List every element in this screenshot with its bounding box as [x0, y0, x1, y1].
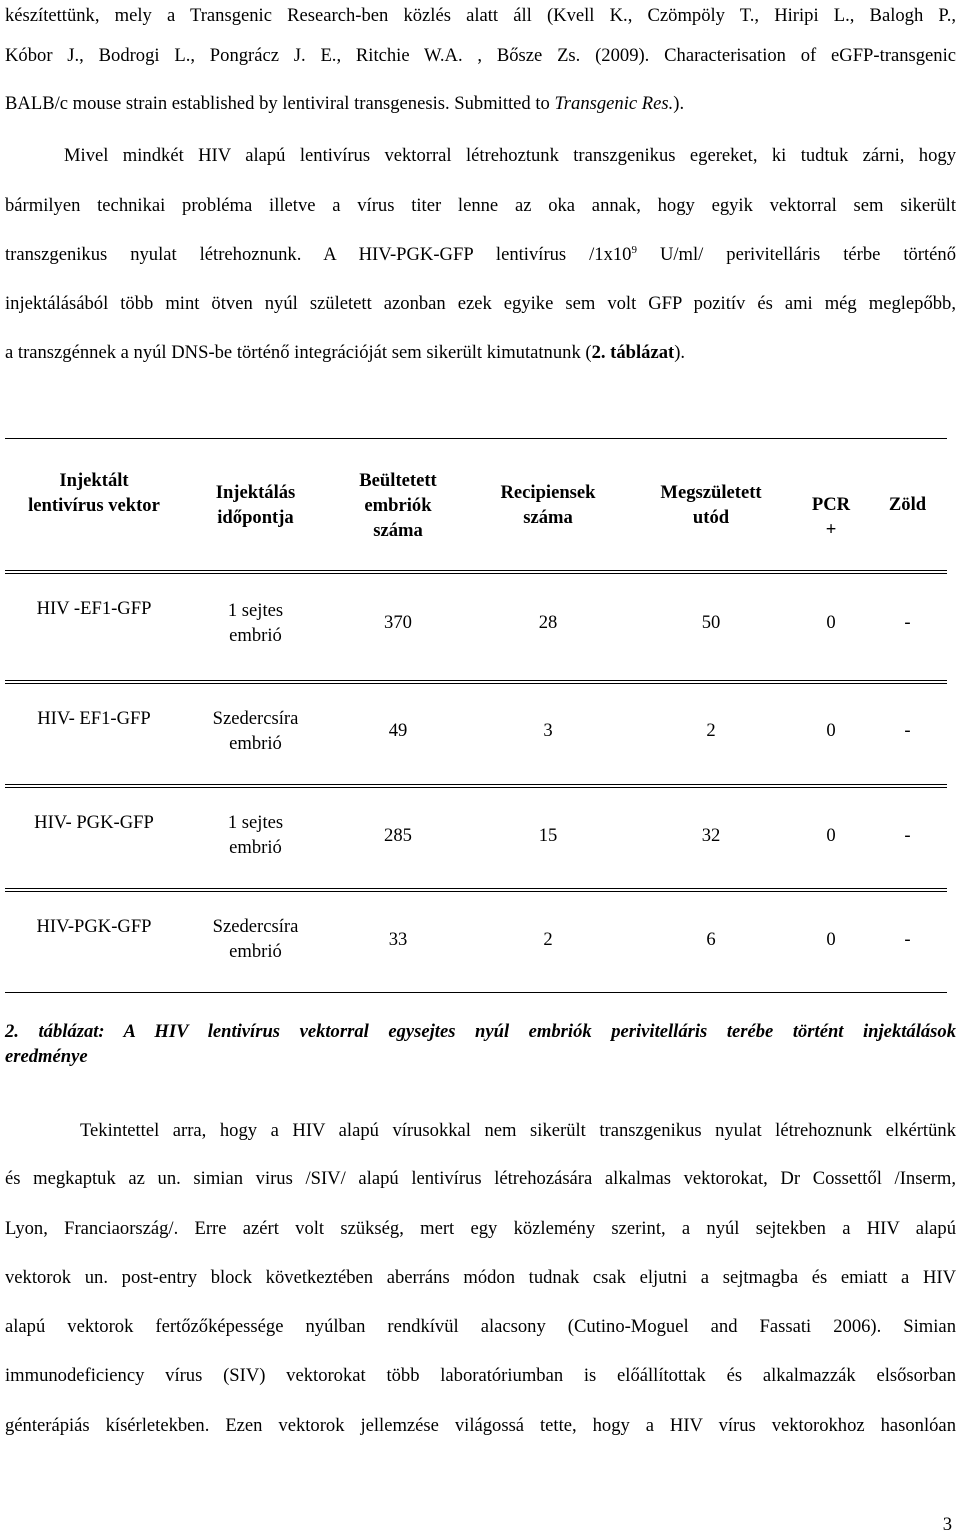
para1-line-3	[5, 243, 956, 267]
header-implanted-l3: száma	[373, 520, 423, 541]
row3-recipients: 15	[538, 825, 558, 846]
para2-line-5: alapú vektorok fertőzőképessége nyúlban rendkívül alacsony (Cutino-Moguel and Fassati 2006). Simian	[5, 1316, 956, 1337]
row2-born: 2	[706, 720, 716, 741]
row1-implanted: 370	[384, 612, 412, 633]
row3-time	[183, 810, 328, 860]
header-recipients-l2: száma	[523, 507, 573, 528]
header-green	[868, 492, 947, 517]
row1-vector: HIV -EF1-GFP	[36, 598, 152, 619]
page-number: 3	[942, 1514, 952, 1535]
row4-time	[183, 914, 328, 964]
row1-recipients: 28	[538, 612, 558, 633]
row4-time-l2: embrió	[229, 941, 282, 962]
header-implanted	[328, 468, 468, 543]
header-green-l1: Zöld	[888, 494, 927, 515]
row4-born: 6	[706, 929, 716, 950]
intro-line-2: Kóbor J., Bodrogi L., Pongrácz J. E., Ritchie W.A. , Bősze Zs. (2009). Characterisation of eGFP-transgenic	[5, 45, 956, 66]
para2-line-1: Tekintettel arra, hogy a HIV alapú vírusokkal nem sikerült transzgenikus nyulat létrehoznunk elkértünk	[80, 1120, 956, 1141]
para2-line-6: immunodeficiency vírus (SIV) vektorokat több laboratóriumban is előállítottak és alkalmazzák elsősorban	[5, 1365, 956, 1386]
para2-line-2: és megkaptuk az un. simian virus /SIV/ alapú lentivírus létrehozására alkalmas vektorokat, Dr Cossettől /Inserm,	[5, 1168, 956, 1189]
row3-rule	[5, 888, 947, 892]
intro-line-3-end: ).	[673, 93, 685, 114]
row3-pcr: 0	[826, 825, 836, 846]
header-born-l2: utód	[692, 507, 730, 528]
para1-line-4: injektálásából több mint ötven nyúl született azonban ezek egyike sem volt GFP pozitív és ami még meglepőbb,	[5, 293, 956, 314]
row1-time	[183, 598, 328, 648]
header-born	[628, 480, 794, 530]
table-top-rule	[5, 438, 947, 439]
para1-line-1: Mivel mindkét HIV alapú lentivírus vektorral létrehoztunk transzgenikus egereket, ki tudtuk zárni, hogy	[64, 145, 956, 166]
row1-born: 50	[701, 612, 721, 633]
header-recipients-l1: Recipiensek	[500, 482, 596, 503]
row2-recipients: 3	[543, 720, 553, 741]
row3-born: 32	[701, 825, 721, 846]
row2-pcr: 0	[826, 720, 836, 741]
para1-line-5-text: a transzgénnek a nyúl DNS-be történő integrációját sem sikerült kimutatnunk (	[5, 342, 592, 363]
row3-implanted: 285	[384, 825, 412, 846]
header-pcr	[794, 492, 868, 542]
table-caption-line-2: eredménye	[5, 1046, 88, 1067]
header-recipients	[468, 480, 628, 530]
row1-green: -	[904, 612, 911, 633]
header-implanted-l2: embriók	[364, 495, 432, 516]
para1-line-5-end: ).	[674, 342, 686, 363]
row4-recipients: 2	[543, 929, 553, 950]
header-vector-l2: lentivírus vektor	[28, 495, 160, 516]
header-vector-l1: Injektált	[59, 470, 129, 491]
row4-pcr: 0	[826, 929, 836, 950]
para1-line-3-b: U/ml/ perivitelláris térbe történő	[636, 244, 956, 265]
para2-line-7: génterápiás kísérletekben. Ezen vektorok jellemzése világossá tette, hogy a HIV vírus vektorokhoz hasonlóan	[5, 1415, 956, 1436]
row1-pcr: 0	[826, 612, 836, 633]
table-bottom-rule	[5, 992, 947, 993]
intro-line-3-text: BALB/c mouse strain established by lentiviral transgenesis. Submitted to	[5, 93, 555, 114]
row2-time-l2: embrió	[229, 733, 282, 754]
header-time-l2: időpontja	[217, 507, 294, 528]
para2-line-4: vektorok un. post-entry block következtében aberráns módon tudnak csak eljutni a sejtmagba és emiatt a HIV	[5, 1267, 956, 1288]
table-reference: 2. táblázat	[591, 342, 675, 363]
para1-line-2: bármilyen technikai probléma illetve a vírus titer lenne az oka annak, hogy egyik vektorral sem sikerült	[5, 195, 956, 216]
row4-time-l1: Szedercsíra	[212, 916, 299, 937]
row2-time	[183, 706, 328, 756]
row3-time-l1: 1 sejtes	[227, 812, 284, 833]
row2-green: -	[904, 720, 911, 741]
row4-vector: HIV-PGK-GFP	[36, 916, 152, 937]
row1-time-l1: 1 sejtes	[227, 600, 284, 621]
row2-vector: HIV- EF1-GFP	[37, 708, 151, 729]
header-vector	[5, 468, 183, 518]
results-table	[5, 438, 947, 994]
row4-green: -	[904, 929, 911, 950]
header-rule	[5, 570, 947, 574]
row2-implanted: 49	[388, 720, 408, 741]
header-pcr-l2: +	[825, 519, 837, 540]
para1-line-5	[5, 341, 956, 365]
header-pcr-l1: PCR	[811, 494, 851, 515]
row3-vector: HIV- PGK-GFP	[34, 812, 154, 833]
row2-time-l1: Szedercsíra	[212, 708, 299, 729]
intro-line-1: készítettünk, mely a Transgenic Research-ben közlés alatt áll (Kvell K., Czömpöly T., Hiripi L., Balogh P.,	[5, 5, 956, 26]
row4-implanted: 33	[388, 929, 408, 950]
row3-time-l2: embrió	[229, 837, 282, 858]
header-born-l1: Megszületett	[660, 482, 762, 503]
para1-line-3-a: transzgenikus nyulat létrehoznunk. A HIV-PGK-GFP lentivírus /1x10	[5, 244, 632, 265]
row1-time-l2: embrió	[229, 625, 282, 646]
row3-green: -	[904, 825, 911, 846]
intro-line-3	[5, 92, 956, 116]
para2-line-3: Lyon, Franciaország/. Erre azért volt szükség, mert egy közlemény szerint, a nyúl sejtekben a HIV alapú	[5, 1218, 956, 1239]
header-time	[183, 480, 328, 530]
exponent: 9	[631, 243, 637, 256]
header-time-l1: Injektálás	[215, 482, 296, 503]
table-caption-line-1: 2. táblázat: A HIV lentivírus vektorral egysejtes nyúl embriók perivitelláris terébe történt injektálások	[5, 1021, 956, 1042]
journal-name: Transgenic Res.	[554, 93, 674, 114]
row2-rule	[5, 784, 947, 788]
header-implanted-l1: Beültetett	[359, 470, 437, 491]
row1-rule	[5, 680, 947, 684]
